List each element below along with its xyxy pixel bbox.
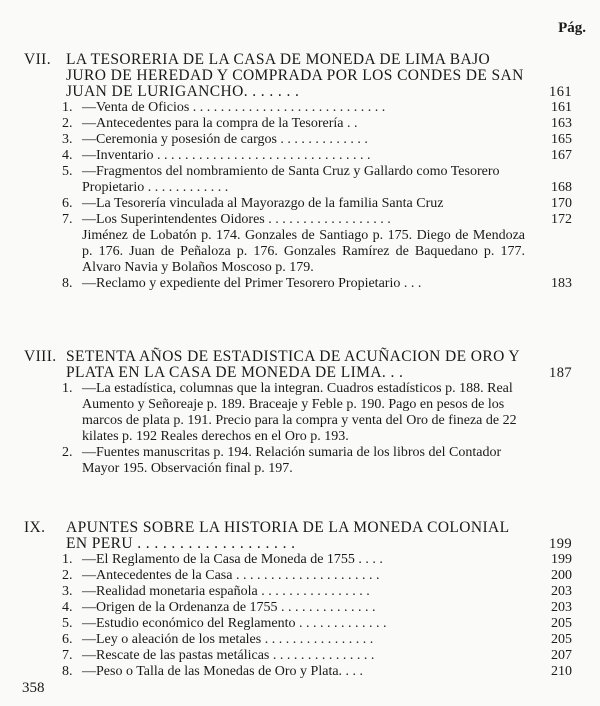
entry-page: 200 [551, 568, 572, 583]
entry-text: —Rescate de las pastas metálicas . . . . . . . . . . . . . . . [82, 648, 375, 663]
chapter-page: 161 [549, 84, 572, 100]
toc-entry [0, 276, 600, 292]
entry-page: 161 [551, 100, 572, 115]
toc-entry [0, 445, 600, 477]
toc-entry [0, 552, 600, 568]
entry-number: 3. [62, 132, 73, 147]
entry-number: 4. [62, 148, 73, 163]
chapter-heading [0, 349, 600, 381]
entry-text: —Antecedentes para la compra de la Tesorería . . [82, 116, 358, 131]
toc-entry [0, 648, 600, 664]
entry-page: 207 [551, 648, 572, 663]
entry-page: 172 [551, 212, 572, 227]
entry-number: 8. [62, 664, 73, 679]
entry-number: 7. [62, 648, 73, 663]
entry-number: 6. [62, 632, 73, 647]
entry-text: Jiménez de Lobatón p. 174. Gonzales de Santiago p. 175. Diego de Mendoza p. 176. Juan de Peñaloza p. 176. Gonzales Ramírez de Baquedano p. 177. Alvaro Navia y Bolaños Moscoso p. 179. [82, 228, 525, 275]
entry-page: 203 [551, 584, 572, 599]
toc-entry [0, 100, 600, 116]
chapter-section [0, 520, 600, 680]
toc-entry [0, 196, 600, 212]
chapter-title: APUNTES SOBRE LA HISTORIA DE LA MONEDA COLONIAL EN PERU . . . . . . . . . . . . . . . . . . . [66, 519, 509, 552]
toc-entry [0, 116, 600, 132]
entry-text: —Ley o aleación de los metales . . . . . . . . . . . . . . . . [82, 632, 374, 647]
entry-page: 167 [551, 148, 572, 163]
entry-text: —Estudio económico del Reglamento . . . . . . . . . . . . . [82, 616, 387, 631]
entry-text: —El Reglamento de la Casa de Moneda de 1755 . . . . [82, 552, 383, 567]
entry-number: 5. [62, 616, 73, 631]
entry-text: —Origen de la Ordenanza de 1755 . . . . . . . . . . . . . . [82, 600, 376, 615]
entry-text: —Ceremonia y posesión de cargos . . . . . . . . . . . . . [82, 132, 368, 147]
chapter-number: VII. [24, 51, 51, 68]
toc-entry [0, 568, 600, 584]
chapter-title: LA TESORERIA DE LA CASA DE MONEDA DE LIMA BAJO JURO DE HEREDAD Y COMPRADA POR LOS CONDES DE SAN JUAN DE LURIGANCHO. . . . . . . [66, 51, 524, 100]
entry-text: —Los Superintendentes Oidores . . . . . . . . . . . . . . . . . . [82, 212, 391, 227]
entry-number: 1. [62, 552, 73, 567]
entry-number: 4. [62, 600, 73, 615]
entry-number: 1. [62, 100, 73, 115]
chapter-page: 199 [549, 536, 572, 552]
entry-page: 205 [551, 632, 572, 647]
entry-text: —Fuentes manuscritas p. 194. Relación sumaria de los libros del Contador Mayor 195. Observación final p. 197. [82, 445, 502, 476]
chapter-number: VIII. [24, 348, 57, 365]
chapter-page: 187 [549, 365, 572, 381]
entry-page: 170 [551, 196, 572, 211]
entry-number: 7. [62, 212, 73, 227]
entry-page: 183 [551, 276, 572, 291]
entry-text: —Peso o Talla de las Monedas de Oro y Plata. . . . [82, 664, 364, 679]
chapter-section [0, 349, 600, 477]
toc-entry [0, 664, 600, 680]
entry-page: 210 [551, 664, 572, 679]
entry-text: —Reclamo y expediente del Primer Tesorero Propietario . . . [82, 276, 422, 291]
toc-entry [0, 148, 600, 164]
entry-text: —La Tesorería vinculada al Mayorazgo de la familia Santa Cruz [82, 196, 444, 211]
toc-entry [0, 212, 600, 228]
entry-page: 203 [551, 600, 572, 615]
entry-text: —Fragmentos del nombramiento de Santa Cruz y Gallardo como Tesorero Propietario . . . . . . . . . . . . [82, 164, 500, 195]
page-column-label: Pág. [558, 20, 586, 36]
entry-number: 1. [62, 381, 73, 396]
entry-number: 8. [62, 276, 73, 291]
chapter-heading [0, 520, 600, 552]
toc-entry [0, 632, 600, 648]
entry-text: —Inventario . . . . . . . . . . . . . . . . . . . . . . . . . . . . . . . [82, 148, 371, 163]
entry-text: —Realidad monetaria española . . . . . . . . . . . . . . . . [82, 584, 370, 599]
entry-page: 199 [551, 552, 572, 567]
entry-page: 168 [551, 180, 572, 195]
entry-number: 2. [62, 568, 73, 583]
entry-text: —La estadística, columnas que la integran. Cuadros estadísticos p. 188. Real Aumento y Señoreaje p. 189. Braceaje y Feble p. 190. Pago en pesos de los marcos de plata p. 191. Precio para la compra y venta del Oro de fineza de 22 kilates p. 192 Reales derechos en el Oro p. 193. [82, 381, 517, 444]
page-number: 358 [22, 680, 45, 696]
entry-page: 205 [551, 616, 572, 631]
entry-page: 165 [551, 132, 572, 147]
entry-number: 3. [62, 584, 73, 599]
chapter-section [0, 52, 600, 292]
chapter-title: SETENTA AÑOS DE ESTADISTICA DE ACUÑACION DE ORO Y PLATA EN LA CASA DE MONEDA DE LIMA. . . [66, 348, 520, 381]
toc-entry [0, 584, 600, 600]
entry-number: 5. [62, 164, 73, 179]
entry-number: 2. [62, 445, 73, 460]
toc-entry [0, 616, 600, 632]
toc-entry [0, 132, 600, 148]
chapter-number: IX. [24, 519, 46, 536]
entry-number: 2. [62, 116, 73, 131]
toc-entry [0, 600, 600, 616]
entry-text: —Antecedentes de la Casa . . . . . . . . . . . . . . . . . . . . . [82, 568, 380, 583]
toc-entry [0, 228, 600, 276]
entry-text: —Venta de Oficios . . . . . . . . . . . . . . . . . . . . . . . . . . . . [82, 100, 386, 115]
chapter-heading [0, 52, 600, 100]
entry-number: 6. [62, 196, 73, 211]
toc-entry [0, 381, 600, 445]
toc-entry [0, 164, 600, 196]
entry-page: 163 [551, 116, 572, 131]
